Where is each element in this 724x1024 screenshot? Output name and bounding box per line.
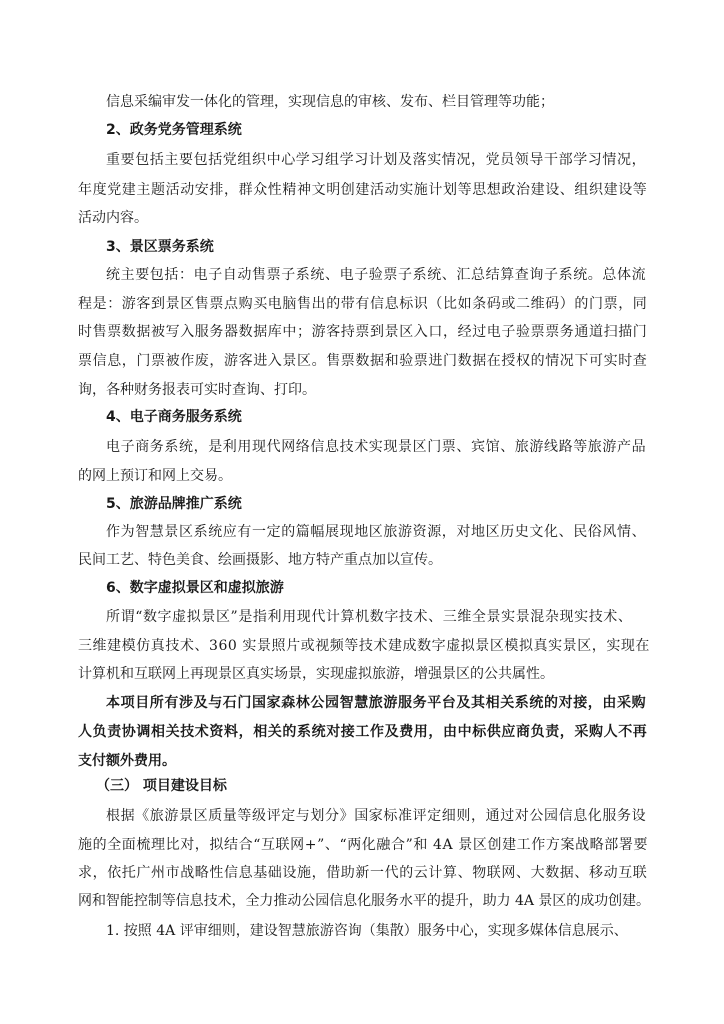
document-page: 信息采编审发一体化的管理，实现信息的审核、发布、栏目管理等功能； 2、政务党务管理系统 重要包括主要包括党组织中心学习组学习计划及落实情况，党员领导干部学习情况， 年度党建主题活动安排，群众性精神文明创建活动实施计划等思想政治建设、组织建设等 活动内容。 3、景区票务系统 统主要包括：电子自动售票子系统、电子验票子系统、汇总结算查询子系统。总体流 程是：游客到景区售票点购买电脑售出的带有信息标识（比如条码或二维码）的门票，同 时售票数据被写入服务器数据库中；游客持票到景区入口，经过电子验票票务通道扫描门 票信息，门票被作废，游客进入景区。售票数据和验票进门数据在授权的情况下可实时查 询，各种财务报表可实时查询、打印。 4、电子商务服务系统 电子商务系统，是利用现代网络信息技术实现景区门票、宾馆、旅游线路等旅游产品 的网上预订和网上交易。 5、旅游品牌推广系统 作为智慧景区系统应有一定的篇幅展现地区旅游资源，对地区历史文化、民俗风情、 民间工艺、特色美食、绘画摄影、地方特产重点加以宣传。 6、数字虚拟景区和虚拟旅游 所谓“数字虚拟景区”是指利用现代计算机数字技术、三维全景实景混杂现实技术、 三维建模仿真技术、360 实景照片或视频等技术建成数字虚拟景区模拟真实景区，实现在 计算机和互联网上再现景区真实场景，实现虚拟旅游，增强景区的公共属性。 本项目所有涉及与石门国家森林公园智慧旅游服务平台及其相关系统的对接，由采购 人负责协调相关技术资料，相关的系统对接工作及费用，由中标供应商负责，采购人不再 支付额外费用。 （三） 项目建设目标 根据《旅游景区质量等级评定与划分》国家标准评定细则，通过对公园信息化服务设 施的全面梳理比对，拟结合“互联网+”、“两化融合”和 4A 景区创建工作方案战略部署要 求，依托广州市战略性信息基础设施，借助新一代的云计算、物联网、大数据、移动互联 网和智能控制等信息技术，全力推动公园信息化服务水平的提升，助力 4A 景区的成功创建。 1. 按照 4A 评审细则，建设智慧旅游咨询（集散）服务中心，实现多媒体信息展示、 xyxy=(78,94,650,939)
